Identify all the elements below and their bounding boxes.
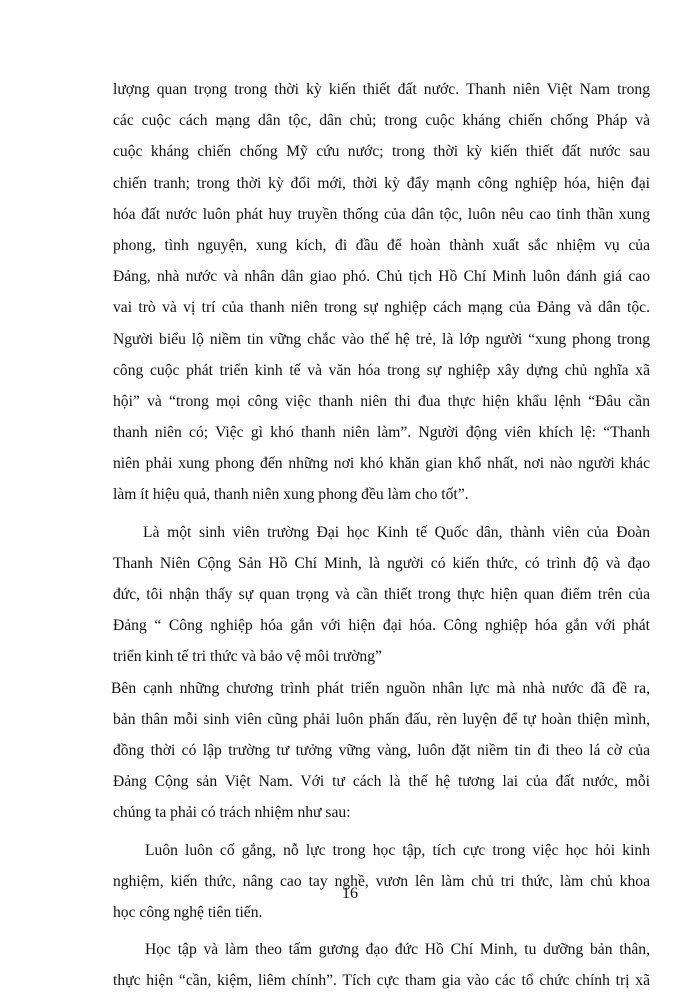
text-line: Đảng, nhà nước và nhân dân giao phó. Chủ tịch Hồ Chí Minh luôn đánh giá cao: [113, 268, 650, 286]
paragraph-4: [113, 835, 650, 929]
text-line: triển kinh tế tri thức và bảo vệ môi trường”: [113, 648, 382, 666]
page-number: 16: [342, 885, 358, 902]
paragraph-2: [113, 517, 650, 673]
text-line: thanh niên có; Việc gì khó thanh niên làm”. Người động viên khích lệ: “Thanh: [113, 424, 650, 442]
text-line: học công nghệ tiên tiến.: [113, 903, 263, 921]
text-line: hóa đất nước luôn phát huy truyền thống của dân tộc, luôn nêu cao tinh thần xung: [113, 205, 650, 223]
text-line: nghiệm, kiến thức, nâng cao tay nghề, vươn lên làm chủ tri thức, làm chủ khoa: [113, 872, 650, 890]
text-line: chúng ta phải có trách nhiệm như sau:: [113, 804, 351, 822]
text-line: Luôn luôn cố gắng, nỗ lực trong học tập, tích cực trong việc học hỏi kinh: [145, 841, 650, 859]
text-line: đồng thời có lập trường tư tưởng vững vàng, luôn đặt niềm tin đi theo lá cờ của: [113, 741, 650, 759]
text-line: niên phải xung phong đến những nơi khó khăn gian khổ nhất, nơi nào người khác: [113, 455, 650, 473]
text-line: chiến tranh; trong thời kỳ đổi mới, thời kỳ đẩy mạnh công nghiệp hóa, hiện đại: [113, 174, 650, 192]
paragraph-5: [113, 934, 650, 996]
text-line: các cuộc cách mạng dân tộc, dân chủ; trong cuộc kháng chiến chống Pháp và: [113, 112, 650, 130]
text-line: thực hiện “cần, kiệm, liêm chính”. Tích cực tham gia vào các tổ chức chính trị xã: [113, 972, 650, 990]
text-line: Là một sinh viên trường Đại học Kinh tế Quốc dân, thành viên của Đoàn: [143, 523, 650, 541]
text-line: Bên cạnh những chương trình phát triển nguồn nhân lực mà nhà nước đã đề ra,: [111, 679, 650, 697]
text-line: Đảng “ Công nghiệp hóa gắn với hiện đại hóa. Công nghiệp hóa gắn với phát: [113, 617, 650, 635]
text-line: đức, tôi nhận thấy sự quan trọng và cần thiết trong thực hiện quan điểm trên của: [113, 586, 650, 603]
paragraph-1: [113, 74, 650, 511]
text-line: vai trò và vị trí của thanh niên trong sự nghiệp cách mạng của Đảng và dân tộc.: [113, 299, 650, 317]
text-line: Đảng Cộng sản Việt Nam. Với tư cách là thế hệ tương lai của đất nước, mỗi: [113, 773, 650, 791]
text-line: phong, tình nguyện, xung kích, đi đầu để hoàn thành xuất sắc nhiệm vụ của: [113, 236, 650, 254]
text-line: cuộc kháng chiến chống Mỹ cứu nước; trong thời kỳ kiến thiết đất nước sau: [113, 143, 650, 161]
text-line: công cuộc phát triển kinh tế và văn hóa trong sự nghiệp xây dựng chủ nghĩa xã: [113, 361, 650, 379]
document-body: [113, 74, 650, 996]
text-line: hội” và “trong mọi công việc thanh niên thi đua thực hiện khẩu lệnh “Đâu cần: [113, 392, 650, 410]
paragraph-3: [113, 673, 650, 829]
text-line: làm ít hiệu quả, thanh niên xung phong đều làm cho tốt”.: [113, 486, 469, 504]
text-line: lượng quan trọng trong thời kỳ kiến thiết đất nước. Thanh niên Việt Nam trong: [113, 81, 650, 98]
text-line: Thanh Niên Cộng Sản Hồ Chí Minh, là người có kiến thức, có trình độ và đạo: [113, 554, 650, 572]
text-line: Học tập và làm theo tấm gương đạo đức Hồ Chí Minh, tu dưỡng bản thân,: [145, 941, 650, 959]
text-line: bản thân mỗi sinh viên cũng phải luôn phấn đấu, rèn luyện để tự hoàn thiện mình,: [113, 710, 650, 728]
text-line: Người biểu lộ niềm tin vững chắc vào thế hệ trẻ, là lớp người “xung phong trong: [113, 330, 650, 348]
